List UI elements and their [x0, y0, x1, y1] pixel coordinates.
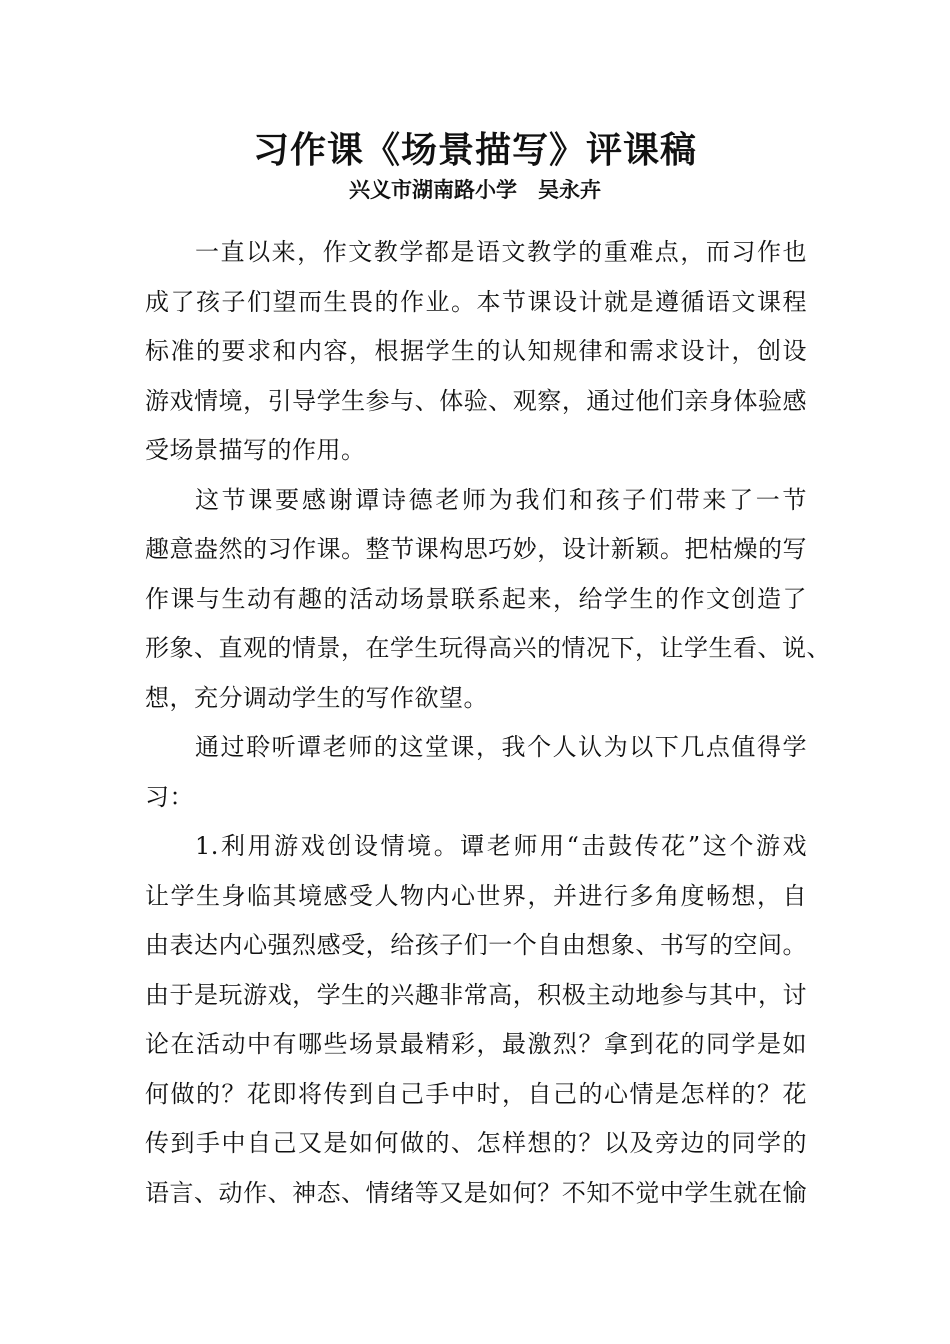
text-line: 这节课要感谢谭诗德老师为我们和孩子们带来了一节 [195, 485, 807, 514]
text-line: 习： [145, 782, 194, 811]
author-byline: 兴义市湖南路小学 吴永卉 [349, 178, 601, 202]
text-line: 通过聆听谭老师的这堂课，我个人认为以下几点值得学 [195, 733, 807, 761]
text-line: 想，充分调动学生的写作欲望。 [145, 683, 488, 712]
text-line: 由表达内心强烈感受，给孩子们一个自由想象、书写的空间。 [145, 931, 807, 959]
text-line: 由于是玩游戏，学生的兴趣非常高，积极主动地参与其中，讨 [145, 980, 807, 1009]
text-line: 成了孩子们望而生畏的作业。本节课设计就是遵循语文课程 [145, 287, 807, 316]
text-line: 作课与生动有趣的活动场景联系起来，给学生的作文创造了 [145, 584, 807, 613]
text-line: 传到手中自己又是如何做的、怎样想的？以及旁边的同学的 [145, 1129, 807, 1157]
document-body [145, 228, 831, 1218]
text-line: 标准的要求和内容，根据学生的认知规律和需求设计，创设 [145, 337, 807, 365]
text-line: 论在活动中有哪些场景最精彩，最激烈？拿到花的同学是如 [145, 1030, 807, 1058]
text-line: 何做的？花即将传到自己手中时，自己的心情是怎样的？花 [145, 1079, 807, 1108]
text-line: 1.利用游戏创设情境。谭老师用“击鼓传花”这个游戏 [195, 832, 807, 860]
text-line: 游戏情境，引导学生参与、体验、观察，通过他们亲身体验感 [145, 386, 807, 415]
document-title: 习作课《场景描写》评课稿 [252, 129, 697, 171]
text-line: 语言、动作、神态、情绪等又是如何？不知不觉中学生就在愉 [145, 1178, 807, 1207]
text-line: 一直以来，作文教学都是语文教学的重难点，而习作也 [195, 238, 807, 266]
text-line: 让学生身临其境感受人物内心世界，并进行多角度畅想，自 [145, 881, 807, 910]
text-line: 受场景描写的作用。 [145, 436, 366, 464]
text-line: 趣意盎然的习作课。整节课构思巧妙，设计新颖。把枯燥的写 [145, 535, 807, 563]
text-line: 形象、直观的情景，在学生玩得高兴的情况下，让学生看、说、 [145, 634, 831, 662]
